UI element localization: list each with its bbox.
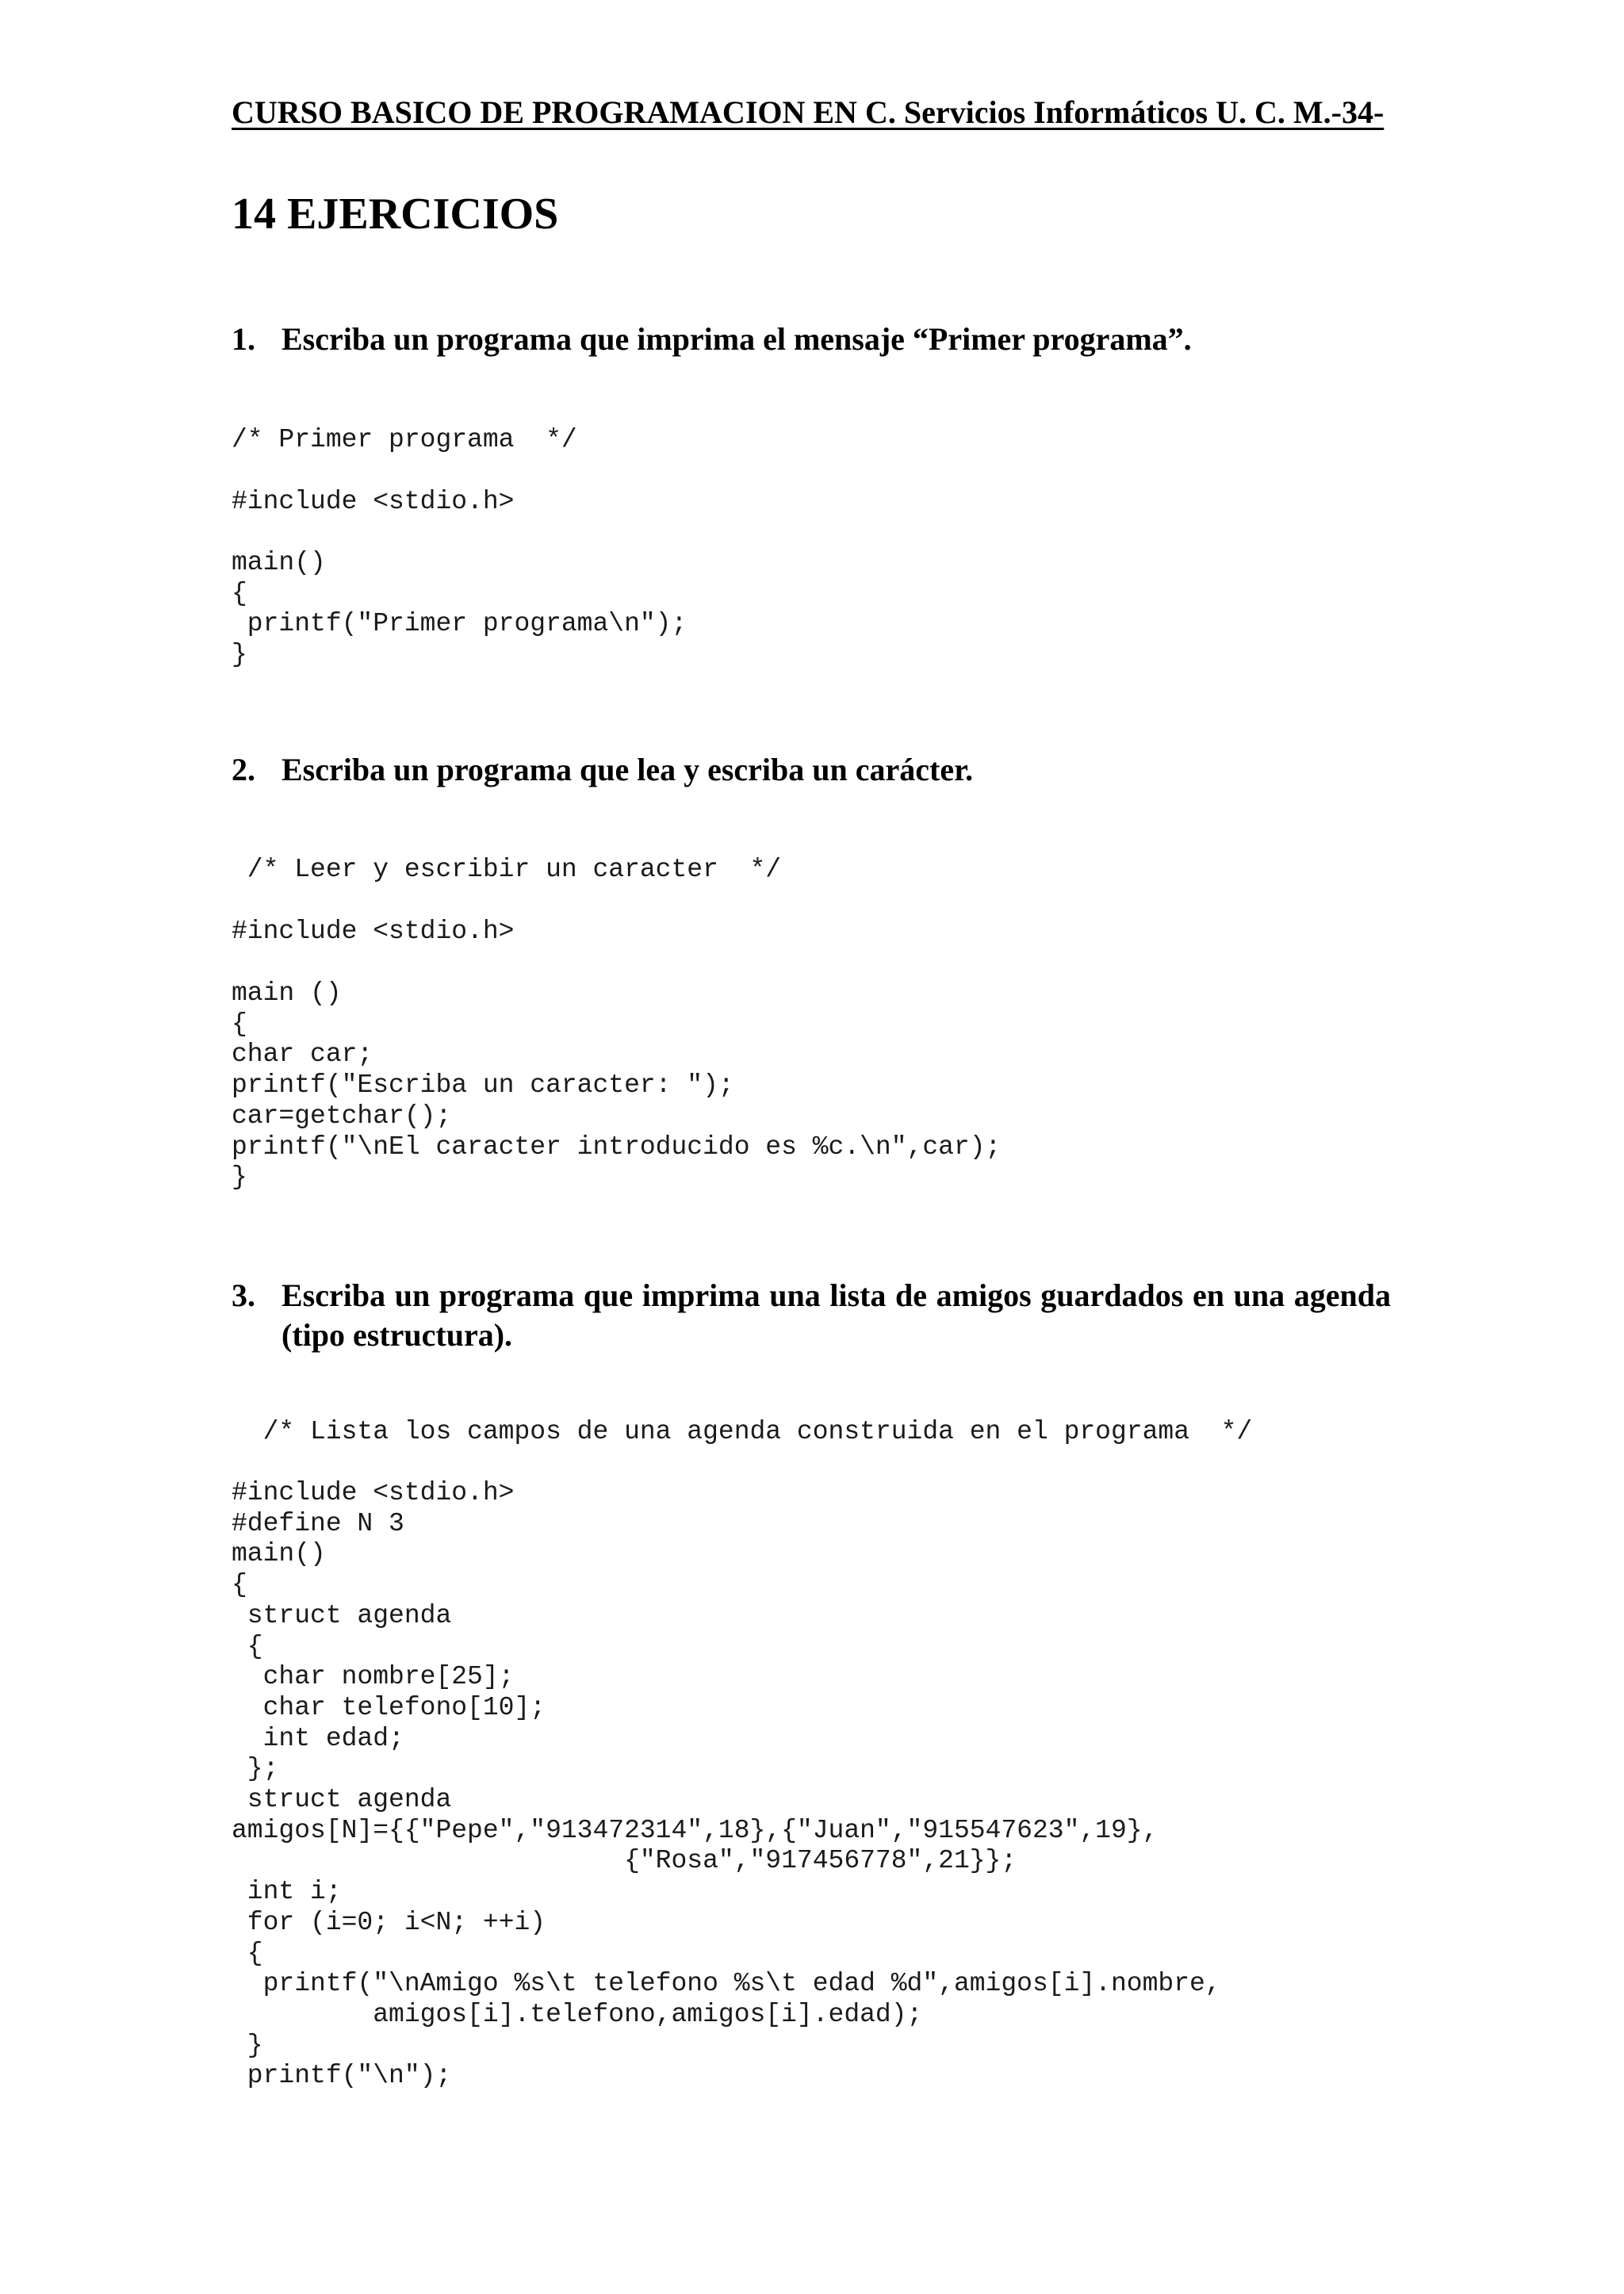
code-comment: /* Lista los campos de una agenda construida en el programa */ [232,1417,1253,1446]
exercise-text: Escriba un programa que imprima el mensaje “Primer programa”. [282,321,1192,357]
code-main: main() { printf("Primer programa\n"); } [232,548,688,670]
code-comment: /* Primer programa */ [232,425,577,454]
code-comment: /* Leer y escribir un caracter */ [232,855,782,884]
code-include: #include <stdio.h> [232,917,515,946]
exercise-number: 2. [232,752,255,787]
chapter-title: 14 EJERCICIOS [232,190,559,239]
running-header: CURSO BASICO DE PROGRAMACION EN C. Servicios Informáticos U. C. M.-34- [232,94,1385,130]
exercise-text: Escriba un programa que lea y escriba un carácter. [282,752,974,787]
exercise-3-statement [232,1276,1391,1355]
exercise-number: 1. [232,321,255,357]
exercise-2-statement [232,750,1391,790]
exercise-1-statement [232,320,1391,359]
code-include: #include <stdio.h> [232,487,515,516]
exercise-number: 3. [232,1277,255,1313]
code-main: main () { char car; printf("Escriba un caracter: "); car=getchar(); printf("\nEl caracter introducido es %c.\n",car); } [232,978,1002,1193]
code-main: #include <stdio.h> #define N 3 main() { struct agenda { char nombre[25]; char telefono[10]; int edad; }; struct agenda amigos[N]={{"Pepe","913472314",18},{"Juan","915547623",19}, {"Rosa","917456778",21}}; int i; for (i=0; i<N; ++i) { printf("\nAmigo %s\t telefono %s\t edad %d",amigos[i].nombre, amigos[i].telefono,amigos[i].edad); } printf("\n"); [232,1478,1221,2091]
exercise-text: Escriba un programa que imprima una lista de amigos guardados en una agenda (tipo estructura). [282,1277,1391,1353]
